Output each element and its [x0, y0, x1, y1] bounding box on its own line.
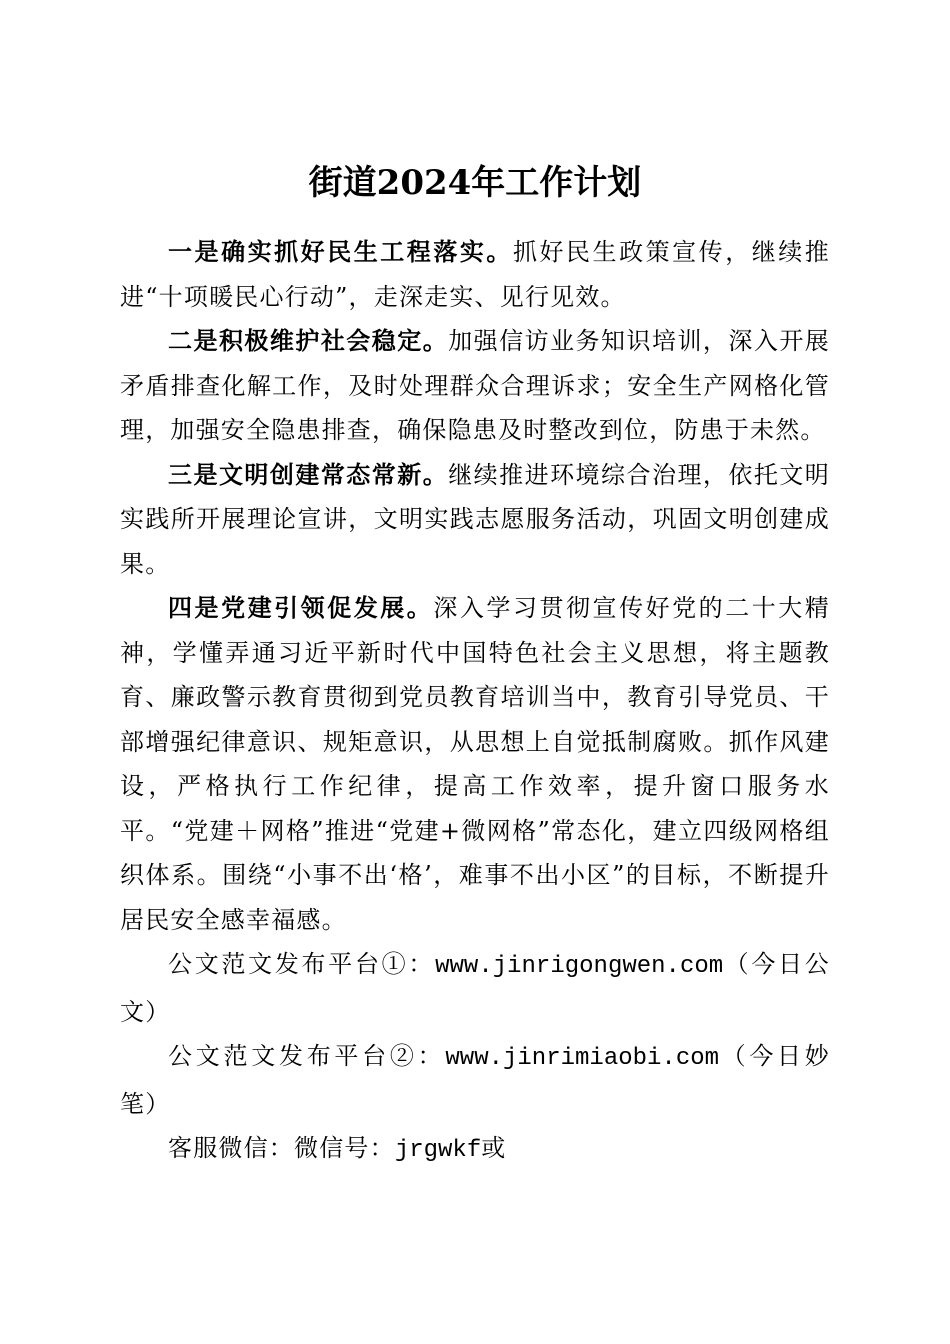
paragraph-4-body: 深入学习贯彻宣传好党的二十大精神，学懂弄通习近平新时代中国特色社会主义思想，将主题教育、廉政警示教育贯彻到党员教育培训当中，教育引导党员、干部增强纪律意识、规矩意识，从思想上自觉抵制腐败。抓作风建设，严格执行工作纪律，提高工作效率，提升窗口服务水平。“党建＋网格”推进“党建+微网格”常态化，建立四级网格组织体系。围绕“小事不出‘格’，难事不出小区”的目标，不断提升居民安全感幸福感。: [120, 594, 831, 934]
platform-1-name: （今日公文）: [120, 950, 830, 1026]
footer-platform-2: [120, 1034, 830, 1126]
footer-platform-1: [120, 942, 830, 1034]
paragraph-4-lead: 四是党建引领促发展。: [168, 593, 434, 622]
paragraph-1-body: 抓好民生政策宣传，继续推进“十项暖民心行动”，走深走实、见行见效。: [120, 238, 830, 311]
paragraph-2: [120, 319, 830, 453]
paragraph-2-body: 加强信访业务知识培训，深入开展矛盾排查化解工作，及时处理群众合理诉求；安全生产网格化管理，加强安全隐患排查，确保隐患及时整改到位，防患于未然。: [120, 327, 831, 444]
platform-2-url[interactable]: www.jinrimiaobi.com: [445, 1045, 720, 1072]
service-label: 客服微信：微信号：: [168, 1134, 395, 1162]
platform-2-label: 公文范文发布平台②：: [168, 1042, 446, 1070]
paragraph-4: [120, 586, 830, 942]
paragraph-3-lead: 三是文明创建常态常新。: [168, 459, 449, 489]
footer-service: [120, 1126, 830, 1174]
document-body: [120, 230, 830, 1174]
platform-2-name: （今日妙笔）: [120, 1042, 830, 1118]
platform-1-label: 公文范文发布平台①：: [168, 950, 436, 978]
paragraph-1-lead: 一是确实抓好民生工程落实。: [168, 237, 513, 266]
platform-1-url[interactable]: www.jinrigongwen.com: [435, 953, 724, 980]
paragraph-3-body: 继续推进环境综合治理，依托文明实践所开展理论宣讲，文明实践志愿服务活动，巩固文明创建成果。: [120, 460, 831, 578]
paragraph-1: [120, 230, 830, 319]
paragraph-3: [120, 453, 830, 587]
service-suffix: 或: [481, 1134, 507, 1162]
document-title: 街道2024年工作计划: [308, 162, 642, 203]
paragraph-2-lead: 二是积极维护社会稳定。: [168, 326, 449, 355]
service-wechat-id: jrgwkf: [394, 1137, 482, 1164]
